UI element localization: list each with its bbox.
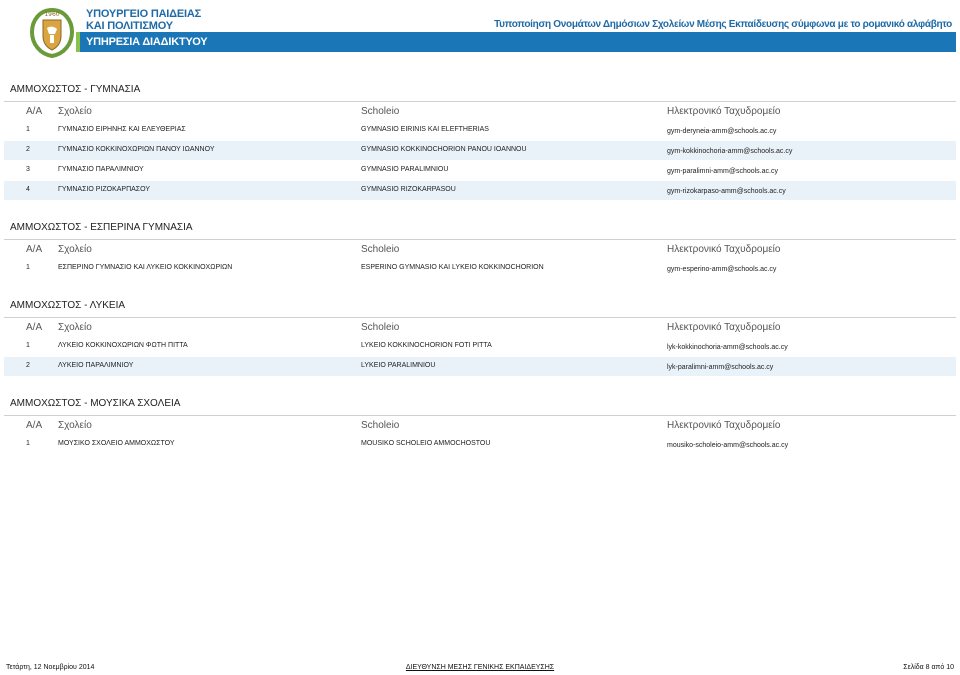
school-email: gym-paralimni-amm@schools.ac.cy (667, 168, 778, 175)
school-name-greek: ΓΥΜΝΑΣΙΟ ΚΟΚΚΙΝΟΧΩΡΙΩΝ ΠΑΝΟΥ ΙΩΑΝΝΟΥ (58, 146, 215, 153)
school-email: gym-deryneia-amm@schools.ac.cy (667, 128, 777, 135)
table-row (4, 259, 956, 278)
school-name-greek: ΛΥΚΕΙΟ ΠΑΡΑΛΙΜΝΙΟΥ (58, 362, 134, 369)
row-number: 2 (26, 362, 30, 369)
section-title: ΑΜΜΟΧΩΣΤΟΣ - ΜΟΥΣΙΚΑ ΣΧΟΛΕΙΑ (10, 398, 181, 409)
school-email: mousiko-scholeio-amm@schools.ac.cy (667, 442, 789, 449)
school-name-greek: ΓΥΜΝΑΣΙΟ ΕΙΡΗΝΗΣ ΚΑΙ ΕΛΕΥΘΕΡΙΑΣ (58, 126, 186, 133)
service-name: ΥΠΗΡΕΣΙΑ ΔΙΑΔΙΚΤΥΟΥ (86, 36, 208, 48)
coat-of-arms-icon (26, 4, 78, 60)
header-school-latin: Scholeio (361, 106, 400, 117)
school-name-latin: GYMNASIO EIRINIS KAI ELEFTHERIAS (361, 126, 489, 133)
table-row (4, 181, 956, 200)
school-email: lyk-paralimni-amm@schools.ac.cy (667, 364, 774, 371)
table-row (4, 435, 956, 454)
page-header (0, 0, 960, 62)
row-number: 2 (26, 146, 30, 153)
header-band (80, 32, 956, 52)
school-name-greek: ΓΥΜΝΑΣΙΟ ΠΑΡΑΛΙΜΝΙΟΥ (58, 166, 144, 173)
row-number: 1 (26, 126, 30, 133)
school-name-latin: GYMNASIO PARALIMNIOU (361, 166, 449, 173)
table-row (4, 161, 956, 180)
header-number: Α/Α (26, 420, 43, 431)
school-name-latin: GYMNASIO KOKKINOCHORION PANOU IOANNOU (361, 146, 527, 153)
table-row (4, 121, 956, 140)
table-row (4, 141, 956, 160)
footer-department: ΔΙΕΥΘΥΝΣΗ ΜΕΣΗΣ ΓΕΝΙΚΗΣ ΕΚΠΑΙΔΕΥΣΗΣ (405, 664, 555, 671)
column-header-row (4, 317, 956, 337)
header-number: Α/Α (26, 244, 43, 255)
school-name-latin: LYKEIO KOKKINOCHORION FOTI PITTA (361, 342, 492, 349)
header-email: Ηλεκτρονικό Ταχυδρομείο (667, 244, 781, 255)
section-title: ΑΜΜΟΧΩΣΤΟΣ - ΛΥΚΕΙΑ (10, 300, 126, 311)
row-number: 1 (26, 264, 30, 271)
row-number: 3 (26, 166, 30, 173)
column-header-row (4, 415, 956, 435)
school-name-greek: ΜΟΥΣΙΚΟ ΣΧΟΛΕΙΟ ΑΜΜΟΧΩΣΤΟΥ (58, 440, 175, 447)
table-row (4, 357, 956, 376)
header-school-greek: Σχολείο (58, 420, 92, 431)
school-email: gym-rizokarpaso-amm@schools.ac.cy (667, 188, 786, 195)
column-header-row (4, 239, 956, 259)
header-school-latin: Scholeio (361, 420, 400, 431)
row-number: 1 (26, 440, 30, 447)
ministry-name-line1: ΥΠΟΥΡΓΕΙΟ ΠΑΙΔΕΙΑΣ (86, 8, 202, 20)
school-email: lyk-kokkinochoria-amm@schools.ac.cy (667, 344, 788, 351)
section-title: ΑΜΜΟΧΩΣΤΟΣ - ΕΣΠΕΡΙΝΑ ΓΥΜΝΑΣΙΑ (10, 222, 193, 233)
header-email: Ηλεκτρονικό Ταχυδρομείο (667, 106, 781, 117)
column-header-row (4, 101, 956, 121)
school-name-latin: GYMNASIO RIZOKARPASOU (361, 186, 456, 193)
ministry-name-line2: ΚΑΙ ΠΟΛΙΤΙΣΜΟΥ (86, 20, 173, 32)
school-name-latin: LYKEIO PARALIMNIOU (361, 362, 436, 369)
school-email: gym-kokkinochoria-amm@schools.ac.cy (667, 148, 793, 155)
table-row (4, 337, 956, 356)
header-school-greek: Σχολείο (58, 106, 92, 117)
school-name-latin: ESPERINO GYMNASIO KAI LYKEIO KOKKINOCHORION (361, 264, 544, 271)
header-school-latin: Scholeio (361, 244, 400, 255)
header-school-greek: Σχολείο (58, 322, 92, 333)
document-title: Τυποποίηση Ονομάτων Δημόσιων Σχολείων Μέσης Εκπαίδευσης σύμφωνα με το ρομανικό αλφάβητο (494, 19, 952, 30)
footer-page-number: Σελίδα 8 από 10 (903, 664, 954, 671)
school-name-greek: ΓΥΜΝΑΣΙΟ ΡΙΖΟΚΑΡΠΑΣΟΥ (58, 186, 151, 193)
school-email: gym-esperino-amm@schools.ac.cy (667, 266, 777, 273)
svg-text:1960: 1960 (44, 11, 60, 18)
header-number: Α/Α (26, 322, 43, 333)
header-number: Α/Α (26, 106, 43, 117)
school-name-latin: MOUSIKO SCHOLEIO AMMOCHOSTOU (361, 440, 491, 447)
header-school-greek: Σχολείο (58, 244, 92, 255)
school-name-greek: ΛΥΚΕΙΟ ΚΟΚΚΙΝΟΧΩΡΙΩΝ ΦΩΤΗ ΠΙΤΤΑ (58, 342, 188, 349)
row-number: 4 (26, 186, 30, 193)
section-title: ΑΜΜΟΧΩΣΤΟΣ - ΓΥΜΝΑΣΙΑ (10, 84, 141, 95)
header-email: Ηλεκτρονικό Ταχυδρομείο (667, 322, 781, 333)
footer-date: Τετάρτη, 12 Νοεμβρίου 2014 (6, 664, 95, 671)
page-footer (0, 664, 960, 675)
school-name-greek: ΕΣΠΕΡΙΝΟ ΓΥΜΝΑΣΙΟ ΚΑΙ ΛΥΚΕΙΟ ΚΟΚΚΙΝΟΧΩΡΙΩΝ (58, 264, 233, 271)
row-number: 1 (26, 342, 30, 349)
header-email: Ηλεκτρονικό Ταχυδρομείο (667, 420, 781, 431)
header-school-latin: Scholeio (361, 322, 400, 333)
